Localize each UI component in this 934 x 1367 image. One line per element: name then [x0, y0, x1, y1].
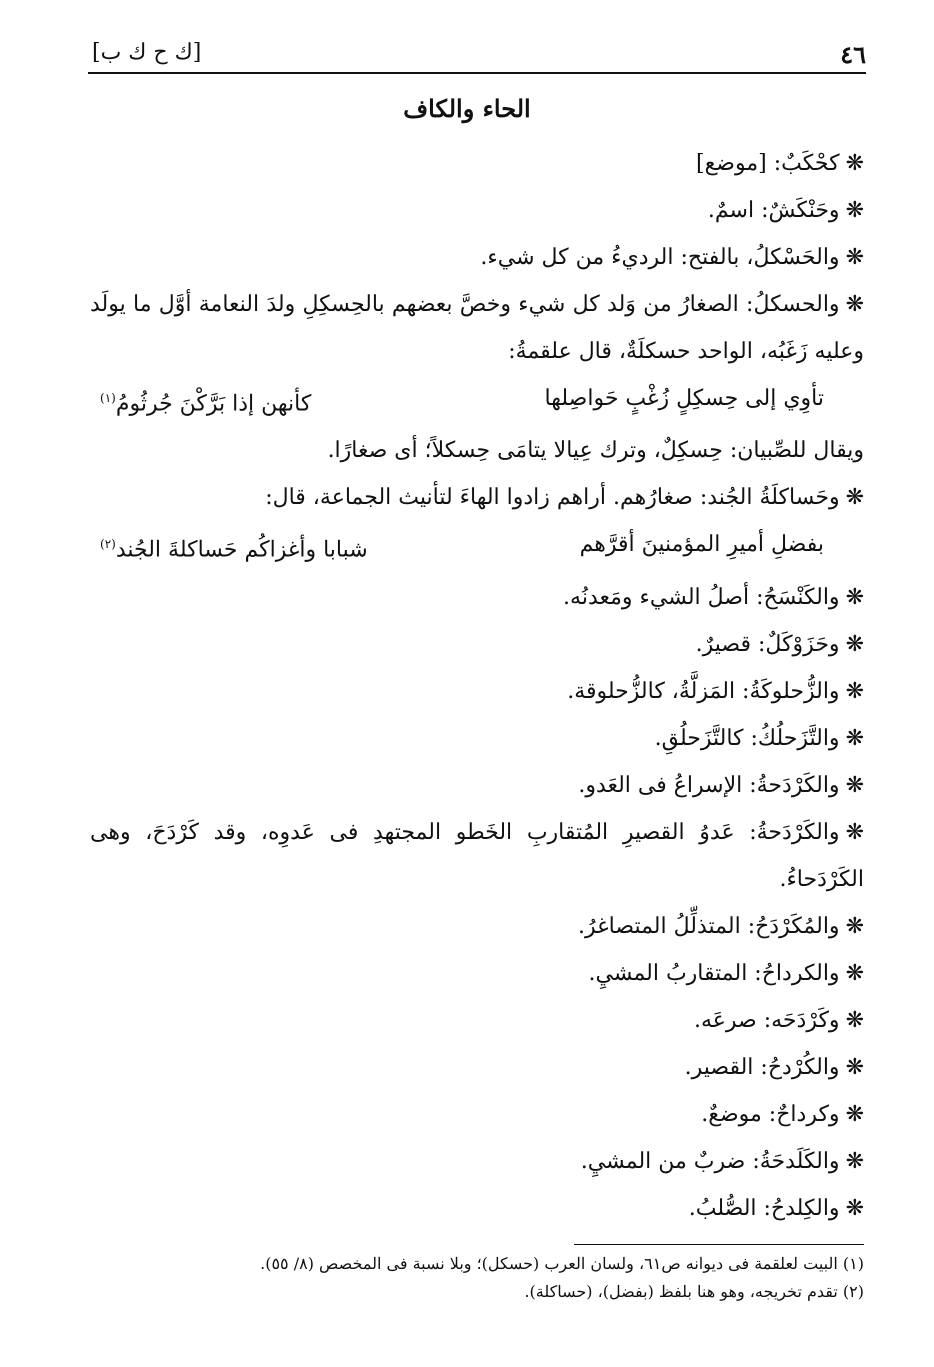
verse-second-hemistich: كأنهن إذا بَرَّكْنَ جُرثُومُ$^{(١)}$: [100, 391, 312, 417]
entry-bullet-icon: ❋: [845, 151, 864, 176]
entry-bullet-icon: ❋: [845, 631, 864, 657]
entry-text: والكُرْدحُ: القصير.: [684, 1054, 840, 1080]
entry-text: كحْكَبٌ: [موضع]: [696, 151, 840, 176]
entry-text: وكَرْدَحَه: صرعَه.: [693, 1007, 840, 1033]
entry-text: والكَنْسَحُ: أصلُ الشيء ومَعدنُه.: [563, 584, 840, 610]
dictionary-entry: [90, 187, 864, 234]
running-head: [ك ح ك ب]: [92, 40, 202, 65]
entry-bullet-icon: ❋: [845, 960, 864, 986]
entry-bullet-icon: ❋: [845, 1054, 864, 1080]
footnote: (١) البيت لعلقمة فى ديوانه ص٦١، ولسان العرب (حسكل)؛ وبلا نسبة فى المخصص (٨/ ٥٥).: [260, 1254, 864, 1273]
footnote-marker: (١): [100, 391, 116, 405]
dictionary-entry: [90, 668, 864, 715]
dictionary-entry: [90, 950, 864, 997]
entry-text: والزُّحلوكَةُ: المَزلَّةُ، كالزُّحلوقة.: [567, 678, 840, 704]
dictionary-entry: [90, 997, 864, 1044]
entry-bullet-icon: ❋: [845, 485, 864, 511]
entry-bullet-icon: ❋: [845, 819, 864, 845]
entry-bullet-icon: ❋: [845, 1195, 864, 1221]
verse-line: [100, 375, 824, 427]
entry-text: ويقال للصِّبيان: حِسكِلٌ، وترك عِيالا يتامَى حِسكلاً؛ أى صغارًا.: [327, 438, 864, 464]
dictionary-entry: [90, 574, 864, 621]
dictionary-entry: [90, 474, 864, 521]
dictionary-entry: [90, 1185, 864, 1232]
entry-bullet-icon: ❋: [845, 678, 864, 704]
entry-bullet-icon: ❋: [845, 1148, 864, 1174]
entry-text: وحَزَوْكَلٌ: قصيرٌ.: [695, 631, 840, 657]
footnotes: [90, 1250, 864, 1306]
entry-bullet-icon: ❋: [845, 725, 864, 751]
dictionary-entry: [90, 762, 864, 809]
entry-text: والحَسْكلُ، بالفتح: الرديءُ من كل شيء.: [480, 245, 840, 270]
entry-bullet-icon: ❋: [845, 913, 864, 939]
verse-first-hemistich: بفضلِ أميرِ المؤمنينَ أقرَّهم: [579, 532, 824, 558]
dictionary-entry: [90, 281, 864, 375]
entry-bullet-icon: ❋: [845, 584, 864, 610]
verse-first-hemistich: تأوِي إلى حِسكِلٍ زُغْبٍ حَواصِلها: [544, 386, 824, 411]
entry-bullet-icon: ❋: [845, 1101, 864, 1127]
dictionary-entry: [90, 1138, 864, 1185]
dictionary-entry: [90, 621, 864, 668]
dictionary-entry: [90, 140, 864, 187]
entries-list: [90, 140, 864, 1232]
entry-bullet-icon: ❋: [845, 245, 864, 270]
dictionary-entry: [90, 715, 864, 762]
footnote-rule: [574, 1244, 864, 1245]
footnote-marker: (٢): [100, 537, 116, 552]
entry-bullet-icon: ❋: [845, 1007, 864, 1033]
verse-line: [100, 521, 824, 573]
entry-text: والكرداحُ: المتقاربُ المشيِ.: [588, 960, 840, 986]
entry-text: والكَرْدَحةُ: عَدوُ القصيرِ المُتقاربِ الخَطو المجتهدِ فى عَدوِه، وقد كَرْدَحَ، وهى الكَرْدَحاءُ.: [90, 819, 864, 892]
dictionary-entry: [90, 903, 864, 950]
dictionary-entry: [90, 1044, 864, 1091]
entry-text: والكَرْدَحةُ: الإسراعُ فى العَدو.: [578, 772, 840, 798]
entry-text: والكِلدحُ: الصُّلبُ.: [688, 1195, 840, 1221]
header-rule: [88, 72, 866, 74]
dictionary-entry: [90, 234, 864, 281]
entry-text: وحَساكلَةُ الجُند: صغارُهم. أراهم زادوا الهاءَ لتأنيث الجماعة، قال:: [265, 485, 840, 511]
page-number: ٤٦: [840, 40, 866, 69]
entry-text: والكَلَدحَةُ: ضربٌ من المشيِ.: [580, 1148, 840, 1174]
entry-text: والمُكَرْدَحُ: المتذلِّلُ المتصاغرُ.: [578, 913, 840, 939]
dictionary-entry: [90, 1091, 864, 1138]
entry-text: وكرداحٌ: موضعٌ.: [701, 1101, 840, 1127]
dictionary-entry: [90, 427, 864, 474]
verse-second-hemistich: شبابا وأغزاكُم حَساكلةَ الجُند$^{(٢)}$: [100, 537, 368, 563]
section-title: الحاء والكاف: [403, 94, 531, 123]
entry-text: والحسكلُ: الصغارُ من وَلد كل شيء وخصَّ بعضهم بالحِسكِلِ ولدَ النعامة أوَّل ما يولَد وعليه زَغَبُه، الواحد حسكلَةٌ، قال علقمةُ:: [90, 292, 864, 364]
entry-text: والتَّزَحلُكُ: كالتَّزَحلُقِ.: [654, 725, 840, 751]
footnote: (٢) تقدم تخريجه، وهو هنا بلفظ (بفضل)، (حساكلة).: [524, 1282, 864, 1301]
dictionary-entry: [90, 809, 864, 903]
entry-bullet-icon: ❋: [845, 292, 864, 317]
entry-text: وحَنْكَشٌ: اسمٌ.: [707, 198, 840, 223]
entry-bullet-icon: ❋: [845, 198, 864, 223]
entry-bullet-icon: ❋: [845, 772, 864, 798]
